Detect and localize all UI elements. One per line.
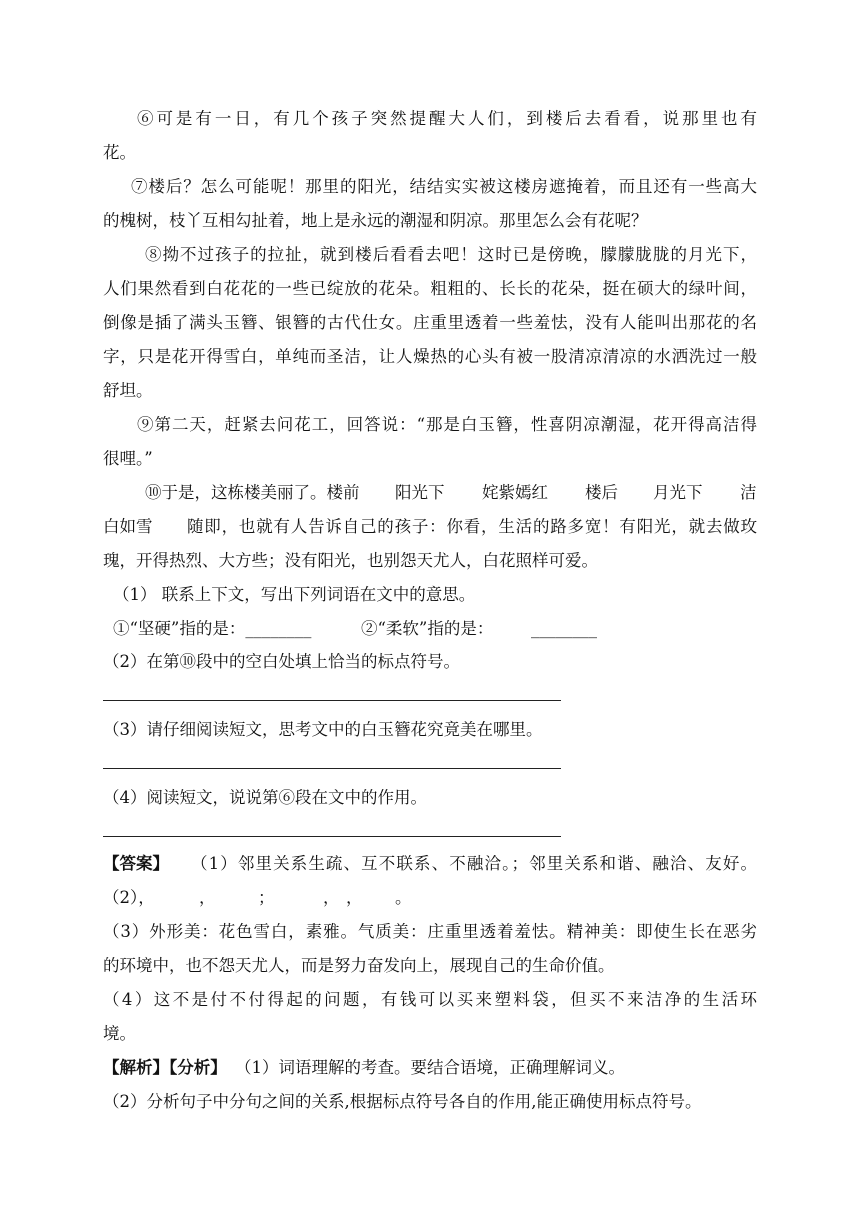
- p10-segment: 随即，也就有人告诉自己的孩子：你看，生活的路多宽！有阳光，就去做玫: [187, 517, 757, 536]
- paragraph-8-line-1: ⑧拗不过孩子的拉扯，就到楼后看看去吧！这时已是傍晚，朦朦胧胧的月光下，: [145, 245, 757, 264]
- answer-2-mark: ，: [323, 888, 340, 907]
- question-1-blank-b-line: ________: [531, 619, 597, 638]
- answer-line-4: [103, 836, 561, 837]
- p10-segment: ⑩于是，这栋楼美丽了。楼前: [145, 483, 360, 502]
- answer-4-line-1: （4）这不是付不付得起的问题，有钱可以买来塑料袋，但买不来洁净的生活环: [103, 990, 757, 1009]
- answer-1: （1）邻里关系生疏、互不联系、不融洽。；邻里关系和谐、融洽、友好。: [191, 854, 757, 873]
- p10-segment: 洁: [740, 483, 757, 502]
- question-1-blank-b: ②“柔软”指的是：: [361, 619, 494, 638]
- paragraph-8-line-5: 舒坦。: [103, 381, 153, 400]
- paragraph-9-line-2: 很哩。”: [103, 449, 153, 468]
- analysis-label: 【解析】【分析】: [103, 1058, 227, 1077]
- answer-2-mark: ；: [258, 888, 275, 907]
- question-1: （1） 联系上下文，写出下列词语在文中的意思。: [113, 585, 476, 604]
- paragraph-8-line-2: 人们果然看到白花花的一些已绽放的花朵。粗粗的、长长的花朵，挺在硕大的绿叶间，: [103, 279, 757, 298]
- question-4: （4）阅读短文，说说第⑥段在文中的作用。: [103, 788, 427, 807]
- paragraph-7-line-2: 的槐树，枝丫互相勾扯着，地上是永远的潮湿和阴凉。那里怎么会有花呢？: [103, 211, 648, 230]
- question-3: （3）请仔细阅读短文，思考文中的白玉簪花究竟美在哪里。: [103, 720, 543, 739]
- question-2: （2）在第⑩段中的空白处填上恰当的标点符号。: [103, 652, 460, 671]
- answer-label: 【答案】: [103, 854, 169, 873]
- paragraph-10-line-3: 瑰，开得热烈、大方些；没有阳光，也别怨天尤人，白花照样可爱。: [103, 551, 598, 570]
- analysis-1: （1）词语理解的考查。要结合语境，正确理解词义。: [235, 1058, 625, 1077]
- answer-line-2: [103, 700, 561, 701]
- answer-2-mark: 。: [395, 888, 412, 907]
- p10-segment: 月光下: [653, 483, 703, 502]
- paragraph-8-line-4: 字，只是花开得雪白，单纯而圣洁，让人燥热的心头有被一股清凉清凉的水洒洗过一般: [103, 347, 757, 366]
- p10-segment: 姹紫嫣红: [482, 483, 548, 502]
- p10-segment: 楼后: [585, 483, 618, 502]
- answer-3-line-2: 的环境中，也不怨天尤人，而是努力奋发向上，展现自己的生命价值。: [103, 956, 615, 975]
- answer-2-prefix: （2），: [103, 888, 155, 907]
- answer-3-line-1: （3）外形美：花色雪白，素雅。气质美：庄重里透着羞怯。精神美：即使生长在恶劣: [103, 922, 757, 941]
- paragraph-6-line-1: ⑥可是有一日，有几个孩子突然提醒大人们，到楼后去看看，说那里也有: [137, 109, 757, 128]
- paragraph-6-line-2: 花。: [103, 143, 136, 162]
- analysis-2: （2）分析句子中分句之间的关系,根据标点符号各自的作用,能正确使用标点符号。: [103, 1092, 702, 1111]
- paragraph-9-line-1: ⑨第二天，赶紧去问花工，回答说：“那是白玉簪，性喜阴凉潮湿，花开得高洁得: [137, 415, 757, 434]
- paragraph-8-line-3: 倒像是插了满头玉簪、银簪的古代仕女。庄重里透着一些羞怯，没有人能叫出那花的名: [103, 313, 757, 332]
- p10-segment: 白如雪: [103, 517, 153, 536]
- answer-2-mark: ，: [346, 888, 363, 907]
- p10-segment: 阳光下: [395, 483, 445, 502]
- question-1-blank-a: ①“坚硬”指的是：________: [113, 619, 312, 638]
- answer-4-line-2: 境。: [103, 1024, 136, 1043]
- answer-line-3: [103, 768, 561, 769]
- paragraph-7-line-1: ⑦楼后？怎么可能呢！那里的阳光，结结实实被这楼房遮掩着，而且还有一些高大: [131, 177, 757, 196]
- answer-2-mark: ，: [199, 888, 216, 907]
